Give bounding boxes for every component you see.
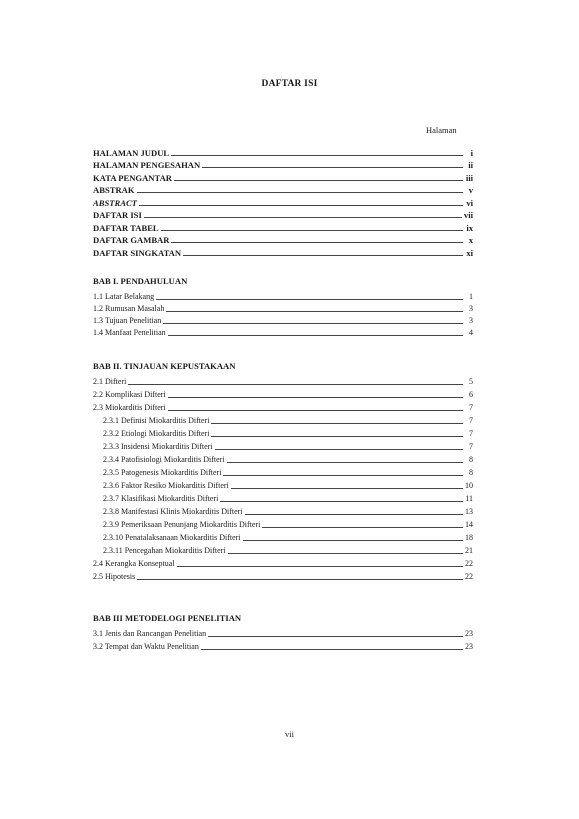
toc-entry-page: 13: [465, 507, 473, 516]
toc-entry[interactable]: [93, 627, 473, 639]
toc-entry-title: HALAMAN JUDUL: [93, 148, 170, 158]
toc-entry-page: xi: [466, 248, 473, 258]
dot-leader: [156, 299, 463, 300]
toc-entry[interactable]: [93, 314, 473, 326]
toc-entry-page: 7: [469, 416, 473, 425]
toc-entry[interactable]: [93, 302, 473, 314]
toc-entry-page: 3: [469, 304, 473, 313]
toc-entry-page: 7: [469, 442, 473, 451]
dot-leader: [223, 475, 463, 476]
dot-leader: [163, 323, 463, 324]
toc-subentry[interactable]: [103, 427, 473, 439]
dot-leader: [137, 579, 463, 580]
toc-entry-title: DAFTAR SINGKATAN: [93, 248, 182, 258]
dot-leader: [174, 180, 463, 181]
toc-entry-title: 3.2 Tempat dan Waktu Penelitian: [93, 642, 199, 651]
toc-entry-title: DAFTAR GAMBAR: [93, 235, 170, 245]
toc-entry-title: ABSTRAK: [93, 185, 135, 195]
toc-entry-title: DAFTAR TABEL: [93, 223, 159, 233]
dot-leader: [227, 462, 463, 463]
toc-entry-title: 1.4 Manfaat Penelitian: [93, 328, 166, 337]
toc-entry-page: ii: [468, 160, 473, 170]
toc-subentry[interactable]: [103, 466, 473, 478]
toc-entry-page: 5: [469, 377, 473, 386]
toc-entry-kata-pengantar[interactable]: [93, 171, 473, 183]
toc-entry-page: 18: [465, 533, 473, 542]
chapter-heading-bab-2: BAB II. TINJAUAN KEPUSTAKAAN: [93, 361, 236, 371]
toc-entry-title: 2.1 Difteri: [93, 377, 127, 386]
dot-leader: [171, 155, 463, 156]
toc-entry-page: vii: [463, 210, 473, 220]
toc-entry[interactable]: [93, 290, 473, 302]
toc-entry-page: 21: [465, 546, 473, 555]
page-number: vii: [285, 729, 294, 739]
dot-leader: [243, 540, 463, 541]
toc-entry-daftar-isi[interactable]: [93, 208, 473, 220]
dot-leader: [201, 649, 463, 650]
toc-entry-page: 7: [469, 403, 473, 412]
page-title: DAFTAR ISI: [261, 79, 318, 89]
toc-entry-page: 10: [465, 481, 473, 490]
dot-leader: [177, 566, 463, 567]
dot-leader: [228, 553, 463, 554]
toc-subentry[interactable]: [103, 440, 473, 452]
toc-subentry[interactable]: [103, 479, 473, 491]
toc-entry[interactable]: [93, 375, 473, 387]
halaman-label: Halaman: [426, 125, 457, 135]
toc-entry-page: i: [470, 148, 473, 158]
toc-entry-abstract[interactable]: [93, 196, 473, 208]
dot-leader: [211, 436, 463, 437]
toc-entry-daftar-singkatan[interactable]: [93, 246, 473, 258]
toc-subentry[interactable]: [103, 505, 473, 517]
toc-entry[interactable]: [93, 326, 473, 338]
toc-entry[interactable]: [93, 570, 473, 582]
toc-entry[interactable]: [93, 640, 473, 652]
toc-entry-title: 1.3 Tujuan Penelitian: [93, 316, 162, 325]
toc-entry-page: 8: [469, 468, 473, 477]
dot-leader: [137, 192, 463, 193]
dot-leader: [208, 636, 463, 637]
dot-leader: [166, 311, 463, 312]
toc-entry-page: 7: [469, 429, 473, 438]
toc-entry-title: KATA PENGANTAR: [93, 173, 173, 183]
toc-entry-page: 14: [465, 520, 473, 529]
toc-entry-page: 4: [469, 328, 473, 337]
toc-entry-title: 1.1 Latar Belakang: [93, 292, 155, 301]
toc-entry-page: vi: [466, 198, 473, 208]
toc-entry-title: 2.2 Komplikasi Difteri: [93, 390, 166, 399]
toc-entry-title: 2.4 Kerangka Konseptual: [93, 559, 175, 568]
toc-subentry[interactable]: [103, 531, 473, 543]
toc-entry-abstrak[interactable]: [93, 183, 473, 195]
dot-leader: [168, 410, 463, 411]
dot-leader: [262, 527, 463, 528]
toc-entry[interactable]: [93, 388, 473, 400]
toc-subentry[interactable]: [103, 492, 473, 504]
dot-leader: [144, 217, 462, 218]
toc-entry-title: 2.3 Miokarditis Difteri: [93, 403, 166, 412]
toc-entry-title: 2.5 Hipotesis: [93, 572, 136, 581]
toc-subentry[interactable]: [103, 544, 473, 556]
dot-leader: [139, 205, 463, 206]
toc-entry-title: 3.1 Jenis dan Rancangan Penelitian: [93, 629, 207, 638]
toc-entry-title: HALAMAN PENGESAHAN: [93, 160, 201, 170]
toc-entry-page: 11: [465, 494, 473, 503]
toc-entry-page: 1: [469, 292, 473, 301]
toc-entry-page: 6: [469, 390, 473, 399]
dot-leader: [168, 335, 463, 336]
toc-entry-title: 2.3.11 Pencegahan Miokarditis Difteri: [103, 546, 226, 555]
toc-entry-page: 8: [469, 455, 473, 464]
toc-entry-title: 2.3.3 Insidensi Miokarditis Difteri: [103, 442, 213, 451]
dot-leader: [161, 230, 463, 231]
dot-leader: [183, 255, 463, 256]
dot-leader: [202, 167, 463, 168]
toc-entry-title: 2.3.9 Pemeriksaan Penunjang Miokarditis Difteri: [103, 520, 261, 529]
dot-leader: [168, 397, 463, 398]
toc-entry-title: 2.3.7 Klasifikasi Miokarditis Difteri: [103, 494, 219, 503]
toc-entry-title: ABSTRACT: [93, 198, 137, 208]
toc-subentry[interactable]: [103, 414, 473, 426]
toc-entry-title: 2.3.8 Manifestasi Klinis Miokarditis Difteri: [103, 507, 243, 516]
toc-entry[interactable]: [93, 401, 473, 413]
toc-entry-page: 23: [465, 642, 473, 651]
toc-entry-title: 2.3.10 Penatalaksanaan Miokarditis Difteri: [103, 533, 241, 542]
toc-entry-page: 3: [469, 316, 473, 325]
toc-entry-page: iii: [465, 173, 473, 183]
toc-entry[interactable]: [93, 557, 473, 569]
toc-entry-title: 1.2 Rumusan Masalah: [93, 304, 165, 313]
toc-subentry[interactable]: [103, 453, 473, 465]
toc-entry-title: 2.3.1 Definisi Miokarditis Difteri: [103, 416, 210, 425]
toc-entry-page: x: [468, 235, 473, 245]
chapter-heading-bab-3: BAB III METODELOGI PENELITIAN: [93, 613, 242, 623]
toc-subentry[interactable]: [103, 518, 473, 530]
toc-entry-title: 2.3.4 Patofisiologi Miokarditis Difteri: [103, 455, 225, 464]
chapter-heading-bab-1: BAB I. PENDAHULUAN: [93, 276, 188, 286]
toc-entry-title: 2.3.2 Etiologi Miokarditis Difteri: [103, 429, 210, 438]
dot-leader: [215, 449, 463, 450]
toc-entry-page: 23: [465, 629, 473, 638]
toc-entry-daftar-tabel[interactable]: [93, 221, 473, 233]
toc-entry-title: 2.3.6 Faktor Resiko Miokarditis Difteri: [103, 481, 229, 490]
dot-leader: [245, 514, 463, 515]
toc-entry-page: ix: [466, 223, 473, 233]
dot-leader: [171, 242, 463, 243]
toc-entry-halaman-judul[interactable]: [93, 146, 473, 158]
dot-leader: [128, 384, 463, 385]
toc-entry-page: 22: [465, 572, 473, 581]
toc-entry-halaman-pengesahan[interactable]: [93, 158, 473, 170]
toc-entry-page: 22: [465, 559, 473, 568]
dot-leader: [231, 488, 463, 489]
toc-entry-daftar-gambar[interactable]: [93, 233, 473, 245]
toc-entry-title: 2.3.5 Patogenesis Miokarditis Difteri: [103, 468, 222, 477]
dot-leader: [220, 501, 463, 502]
toc-entry-title: DAFTAR ISI: [93, 210, 142, 220]
dot-leader: [211, 423, 463, 424]
toc-entry-page: v: [468, 185, 473, 195]
